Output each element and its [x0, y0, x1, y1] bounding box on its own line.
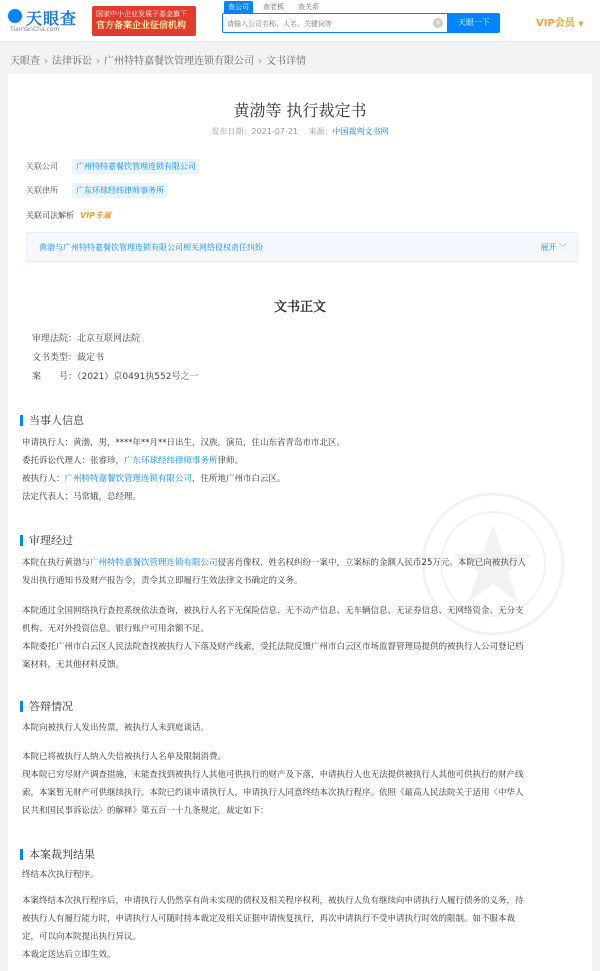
top-header	[0, 0, 600, 42]
breadcrumb	[10, 52, 306, 67]
related-case-bar	[26, 232, 578, 262]
process-p1-line1	[22, 554, 582, 572]
section-bar	[20, 415, 23, 426]
publish-label: 发布日期：	[211, 127, 252, 136]
breadcrumb-current: 文书详情	[266, 56, 306, 67]
parties-heading	[20, 412, 84, 428]
related-analysis-row	[26, 207, 111, 223]
agent-law-firm-link[interactable]: 广东环球经纬律师事务所	[124, 456, 218, 466]
agent-suffix: 律师。	[217, 456, 244, 466]
tab-company[interactable]: 查公司	[224, 1, 253, 13]
search-tabs	[224, 1, 323, 13]
related-analysis-label: 关联司法解析	[26, 210, 74, 220]
logo-eye-icon	[8, 9, 22, 23]
source-link[interactable]: 中国裁判文书网	[332, 127, 389, 136]
defense-p3-line2: 索，本案暂无财产可供继续执行。本院已约谈申请执行人，申请执行人同意终结本次执行程序。依照《最高人民法院关于适用〈中华人	[22, 788, 524, 798]
result-heading-text: 本案裁判结果	[29, 848, 95, 861]
search-input[interactable]	[227, 17, 427, 30]
breadcrumb-separator: ›	[258, 56, 262, 67]
expand-label: 展开	[540, 243, 557, 252]
defense-paragraph-2	[22, 748, 582, 820]
promo-line-1: 国家中小企业发展子基金旗下	[96, 10, 187, 18]
result-p2-line3: 定，可以向本院提出执行异议。	[22, 932, 142, 942]
related-company-label: 关联公司	[26, 161, 58, 171]
process-paragraph-1	[22, 554, 582, 590]
breadcrumb-home[interactable]: 天眼查	[10, 56, 40, 67]
defense-paragraph-1	[22, 719, 582, 737]
case-number-line: 案 号：（2021）京0491执552号之一	[32, 372, 199, 382]
chevron-down-icon: ▼	[578, 20, 584, 28]
process-p1-line2: 发出执行通知书及财产报告令，责令其立即履行生效法律文书确定的义务。	[22, 576, 303, 586]
court-line: 审理法院：北京互联网法院	[32, 334, 141, 344]
site-logo[interactable]	[8, 6, 86, 36]
breadcrumb-company[interactable]: 广州特特嘉餐饮管理连锁有限公司	[104, 56, 254, 67]
related-law-firm-label: 关联律所	[26, 185, 58, 195]
search-button[interactable]: 天眼一下	[448, 13, 500, 33]
defense-heading	[20, 698, 73, 714]
related-company-row	[26, 158, 200, 174]
process-p2-line2: 机构、无对外投资信息。银行账户可用余额不足。	[22, 624, 210, 634]
chevron-down-icon: ﹀	[559, 243, 567, 252]
document-meta	[8, 126, 592, 137]
promo-line-2: 官方备案企业征信机构	[96, 21, 187, 31]
section-bar	[20, 849, 23, 860]
result-paragraph-2	[22, 892, 582, 964]
result-p1: 终结本次执行程序。	[22, 870, 99, 880]
process-heading	[20, 532, 73, 548]
section-bar	[20, 535, 23, 546]
expand-button[interactable]	[540, 242, 567, 253]
result-paragraph-1	[22, 866, 582, 884]
clear-icon[interactable]: ×	[434, 18, 442, 27]
process-p2-line1: 本院通过全国网络执行查控系统依法查询，被执行人名下无保险信息、无不动产信息、无车辆信息、无证券信息、无网络资金、无分支	[22, 606, 524, 616]
process-p1-text: 侵害肖像权、姓名权纠纷一案中，立案标的金额人民币25万元。本院已向被执行人	[217, 558, 526, 568]
process-paragraph-2	[22, 602, 582, 674]
document-title: 黄渤等 执行裁定书	[233, 101, 367, 120]
document-basic-info	[32, 330, 199, 387]
defense-p3-line1: 现本院已穷尽财产调查措施，未能查找到被执行人其他可供执行的财产及下落，申请执行人也无法提供被执行人其他可供执行的财产线	[22, 770, 524, 780]
tab-relation[interactable]: 查关系	[298, 3, 319, 11]
body-title: 文书正文	[273, 300, 326, 315]
logo-subtext: TianYanCha.com	[10, 26, 60, 33]
breadcrumb-separator: ›	[44, 56, 48, 67]
publish-date: 2021-07-21	[251, 127, 298, 136]
process-p1-text: 本院在执行黄渤与	[22, 558, 91, 568]
agent-line	[22, 452, 582, 470]
related-law-firm-tag[interactable]: 广东环球经纬律师事务所	[72, 183, 168, 198]
result-p2-line1: 本案终结本次执行程序后，申请执行人仍然享有尚未实现的债权及相关程序权利，被执行人负有继续向申请执行人履行债务的义务，待	[22, 896, 524, 906]
parties-paragraph	[22, 434, 582, 506]
section-bar	[20, 701, 23, 712]
related-law-firm-row	[26, 182, 168, 198]
parties-heading-text: 当事人信息	[29, 414, 84, 427]
respondent-prefix: 被执行人：	[22, 474, 65, 484]
defense-p3-line3: 民共和国民事诉讼法〉的解释》第五百一十九条规定，裁定如下：	[22, 806, 269, 816]
logo-text: 天眼查	[26, 9, 78, 28]
defense-p1: 本院向被执行人发出传票，被执行人未到庭谈话。	[22, 723, 210, 733]
process-p3-line2: 案材料，无其他材料反馈。	[22, 660, 125, 670]
result-p3: 本裁定送达后立即生效。	[22, 950, 116, 960]
vip-exclusive-badge[interactable]: VIP专属	[80, 210, 112, 220]
defense-p2: 本院已将被执行人纳入失信被执行人名单及限制消费。	[22, 752, 227, 762]
result-heading	[20, 846, 95, 862]
related-company-tag[interactable]: 广州特特嘉餐饮管理连锁有限公司	[72, 159, 200, 174]
type-line: 文书类型：裁定书	[32, 353, 105, 363]
agent-text: 委托诉讼代理人：张睿珍，	[22, 456, 125, 466]
document-card	[8, 74, 592, 971]
promo-banner[interactable]	[92, 6, 196, 36]
source-label: 来源：	[308, 127, 333, 136]
vip-label: VIP会员	[536, 18, 575, 29]
applicant-line: 申请执行人：黄渤，男，****年**月**日出生，汉族，演员，住山东省青岛市市北区。	[22, 438, 346, 448]
search-box	[222, 13, 448, 33]
result-p2-line2: 被执行人有履行能力时，申请执行人可随时持本裁定及相关证据申请恢复执行，再次申请执行不受申请执行时效的限制。如不服本裁	[22, 914, 516, 924]
breadcrumb-separator: ›	[96, 56, 100, 67]
respondent-line	[22, 470, 582, 488]
vip-member-link[interactable]	[536, 14, 584, 29]
respondent-suffix: ，住所地广州市白云区。	[192, 474, 286, 484]
tab-boss[interactable]: 查老板	[263, 3, 284, 11]
defense-heading-text: 答辩情况	[29, 700, 73, 713]
legal-rep-line: 法定代表人：马常娥，总经理。	[22, 492, 142, 502]
breadcrumb-legal[interactable]: 法律诉讼	[52, 56, 92, 67]
process-heading-text: 审理经过	[29, 534, 73, 547]
respondent-company-link[interactable]: 广州特特嘉餐饮管理连锁有限公司	[64, 474, 193, 484]
related-case-link[interactable]: 黄渤与广州特特嘉餐饮管理连锁有限公司相关网络侵权责任纠纷	[39, 243, 263, 252]
process-company-link[interactable]: 广州特特嘉餐饮管理连锁有限公司	[90, 558, 218, 568]
process-p3-line1: 本院委托广州市白云区人民法院查找被执行人下落及财产线索，受托法院反馈广州市白云区市场监督管理局提供的被执行人公司登记档	[22, 642, 524, 652]
